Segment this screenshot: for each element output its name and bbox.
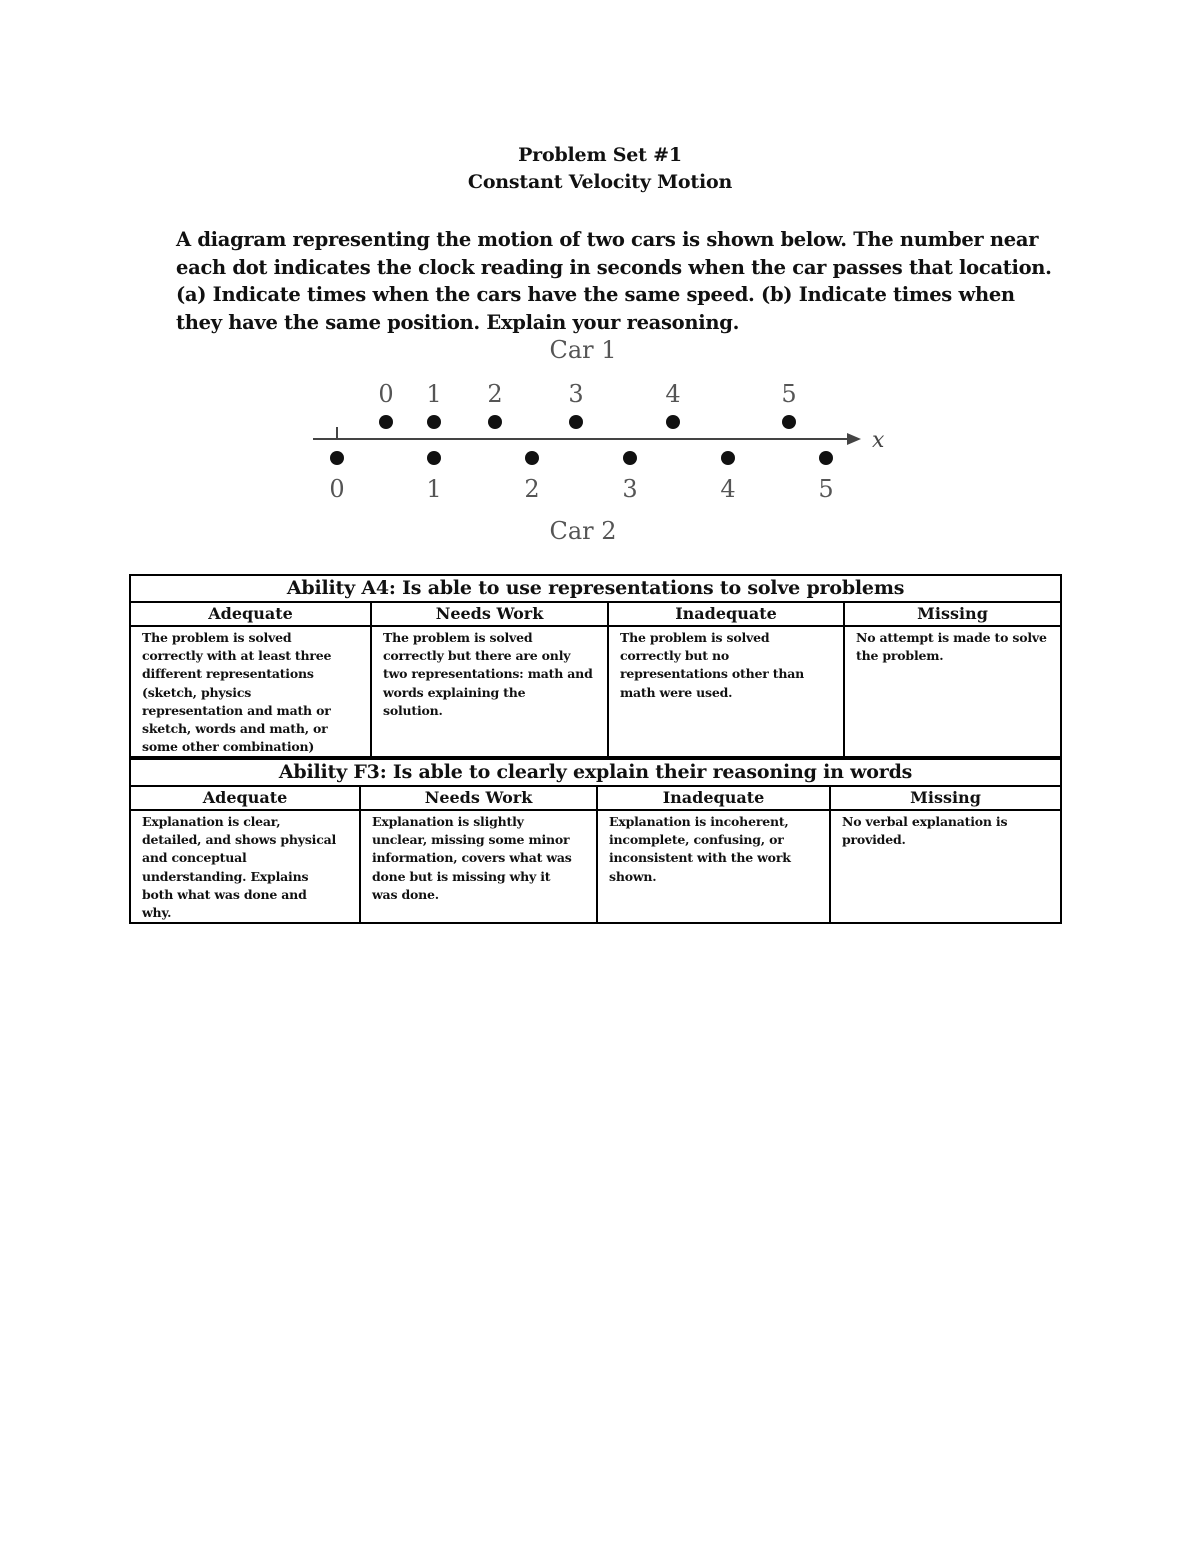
car1-time-label: 4 (665, 380, 681, 408)
level-needs-work: Needs Work (371, 602, 608, 626)
car1-dot (782, 415, 796, 429)
axis-label: x (872, 428, 885, 453)
car1-dots (378, 380, 796, 429)
car1-label: Car 1 (549, 336, 617, 364)
description-adequate: Explanation is clear, detailed, and shows physical and conceptual understanding. Explains both what was done and why. (130, 810, 360, 923)
problem-statement (176, 226, 1076, 336)
motion-diagram (0, 330, 1200, 555)
description-inadequate: The problem is solved correctly but no representations other than math were used. (608, 626, 844, 757)
car1-time-label: 2 (487, 380, 503, 408)
car1-time-label: 1 (426, 380, 442, 408)
level-inadequate: Inadequate (608, 602, 844, 626)
level-needs-work: Needs Work (360, 786, 597, 810)
car2-dot (330, 451, 344, 465)
car2-time-label: 3 (622, 475, 638, 503)
description-needs-work: Explanation is slightly unclear, missing some minor information, covers what was done but is missing why it was done. (360, 810, 597, 923)
car2-time-label: 2 (524, 475, 540, 503)
car1-time-label: 0 (378, 380, 394, 408)
car1-dot (569, 415, 583, 429)
description-missing: No attempt is made to solve the problem. (844, 626, 1061, 757)
car2-time-label: 5 (818, 475, 834, 503)
level-adequate: Adequate (130, 786, 360, 810)
car2-time-label: 4 (720, 475, 736, 503)
car1-dot (379, 415, 393, 429)
level-missing: Missing (830, 786, 1061, 810)
car2-dot (525, 451, 539, 465)
description-missing: No verbal explanation is provided. (830, 810, 1061, 923)
car1-dot (488, 415, 502, 429)
document-title: Problem Set #1 (518, 144, 682, 166)
car2-dot (721, 451, 735, 465)
ability-heading: Ability F3: Is able to clearly explain their reasoning in words (130, 759, 1061, 786)
document-subtitle: Constant Velocity Motion (467, 171, 733, 193)
document-title-block (0, 142, 1200, 196)
axis-arrowhead (847, 433, 861, 445)
level-inadequate: Inadequate (597, 786, 830, 810)
car2-dot (427, 451, 441, 465)
problem-line: (a) Indicate times when the cars have the same speed. (b) Indicate times when (176, 283, 1015, 306)
level-adequate: Adequate (130, 602, 371, 626)
description-needs-work: The problem is solved correctly but there are only two representations: math and words explaining the solution. (371, 626, 608, 757)
car1-time-label: 3 (568, 380, 584, 408)
rubric-table-f3 (129, 758, 1062, 924)
description-inadequate: Explanation is incoherent, incomplete, confusing, or inconsistent with the work shown. (597, 810, 830, 923)
problem-line: A diagram representing the motion of two cars is shown below. The number near (176, 228, 1039, 251)
car1-dot (427, 415, 441, 429)
rubric-table-a4 (129, 574, 1062, 758)
description-adequate: The problem is solved correctly with at least three different representations (sketch, physics representation and math or sketch, words and math, or some other combination) (130, 626, 371, 757)
car2-time-label: 1 (426, 475, 442, 503)
car1-dot (666, 415, 680, 429)
level-missing: Missing (844, 602, 1061, 626)
car2-dots (329, 451, 833, 503)
car1-time-label: 5 (781, 380, 797, 408)
car2-dot (819, 451, 833, 465)
car2-dot (623, 451, 637, 465)
problem-line: they have the same position. Explain your reasoning. (176, 310, 740, 334)
car2-label: Car 2 (549, 517, 617, 545)
ability-heading: Ability A4: Is able to use representations to solve problems (130, 575, 1061, 602)
car2-time-label: 0 (329, 475, 345, 503)
problem-line: each dot indicates the clock reading in seconds when the car passes that location. (176, 255, 1052, 279)
